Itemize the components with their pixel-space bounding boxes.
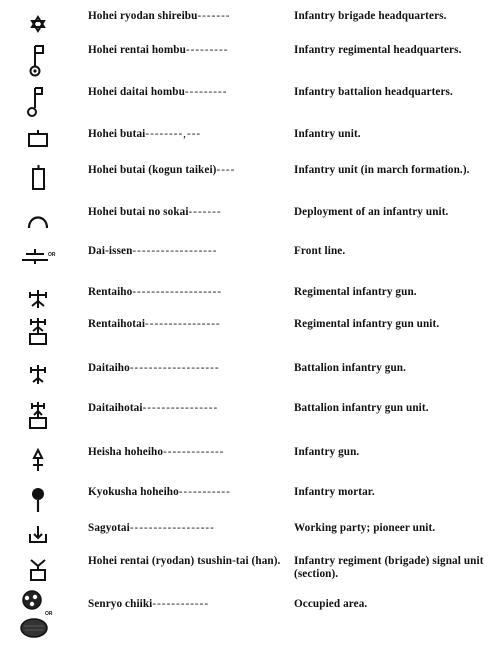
glossary-definition: Regimental infantry gun unit. (294, 318, 440, 330)
glossary-term: Heisha hoheiho------------- (88, 446, 225, 458)
glossary-definition: Infantry regiment (brigade) signal unit (section). (294, 555, 484, 580)
glossary-term: Daitaiho------------------- (88, 362, 220, 374)
tall-unit-box-icon (18, 162, 58, 202)
or-label: OR (45, 611, 53, 617)
or-label: OR (48, 252, 56, 258)
glossary-definition: Infantry unit. (294, 128, 361, 140)
glossary-term: Hohei butai no sokai------- (88, 206, 222, 218)
glossary-term: Rentaihotai---------------- (88, 318, 221, 330)
glossary-term: Hohei ryodan shireibu------- (88, 10, 231, 22)
glossary-definition: Infantry battalion headquarters. (294, 86, 453, 98)
glossary-term: Hohei daitai hombu--------- (88, 86, 228, 98)
glossary-term: Daitaihotai---------------- (88, 402, 219, 414)
front-line-icon (18, 243, 58, 283)
arch-icon (18, 204, 58, 244)
flag-with-circle-icon (18, 84, 58, 124)
infantry-gun-icon (18, 444, 58, 484)
unit-box-icon (18, 126, 58, 166)
glossary-definition: Working party; pioneer unit. (294, 522, 436, 534)
glossary-definition: Infantry regimental headquarters. (294, 44, 462, 56)
glossary-definition: Front line. (294, 245, 346, 257)
glossary-term: Sagyotai------------------ (88, 522, 215, 534)
glossary-definition: Infantry unit (in march formation.). (294, 164, 470, 176)
glossary-term: Rentaiho------------------- (88, 286, 223, 298)
glossary-term: Kyokusha hoheiho----------- (88, 486, 231, 498)
glossary-definition: Deployment of an infantry unit. (294, 206, 449, 218)
glossary-definition: Battalion infantry gun unit. (294, 402, 429, 414)
glossary-term: Hohei butai--------,--- (88, 128, 202, 140)
glossary-definition: Infantry brigade headquarters. (294, 10, 447, 22)
regimental-gun-unit-icon (18, 316, 58, 356)
glossary-definition: Regimental infantry gun. (294, 286, 417, 298)
signal-unit-icon (18, 553, 58, 593)
glossary-definition: Infantry mortar. (294, 486, 375, 498)
occupied-area-icon (14, 588, 62, 644)
mortar-icon (18, 484, 58, 524)
glossary-definition: Battalion infantry gun. (294, 362, 407, 374)
battalion-gun-icon (18, 360, 58, 400)
battalion-gun-unit-icon (18, 400, 58, 440)
glossary-term: Dai-issen------------------ (88, 245, 218, 257)
glossary-definition: Infantry gun. (294, 446, 360, 458)
glossary-definition: Occupied area. (294, 598, 368, 610)
flag-with-dot-icon (18, 42, 58, 82)
glossary-term: Hohei rentai (ryodan) tsushin-tai (han). (88, 555, 281, 567)
glossary-term: Hohei butai (kogun taikei)---- (88, 164, 236, 176)
glossary-term: Hohei rentai hombu--------- (88, 44, 229, 56)
glossary-term: Senryo chiiki------------ (88, 598, 210, 610)
